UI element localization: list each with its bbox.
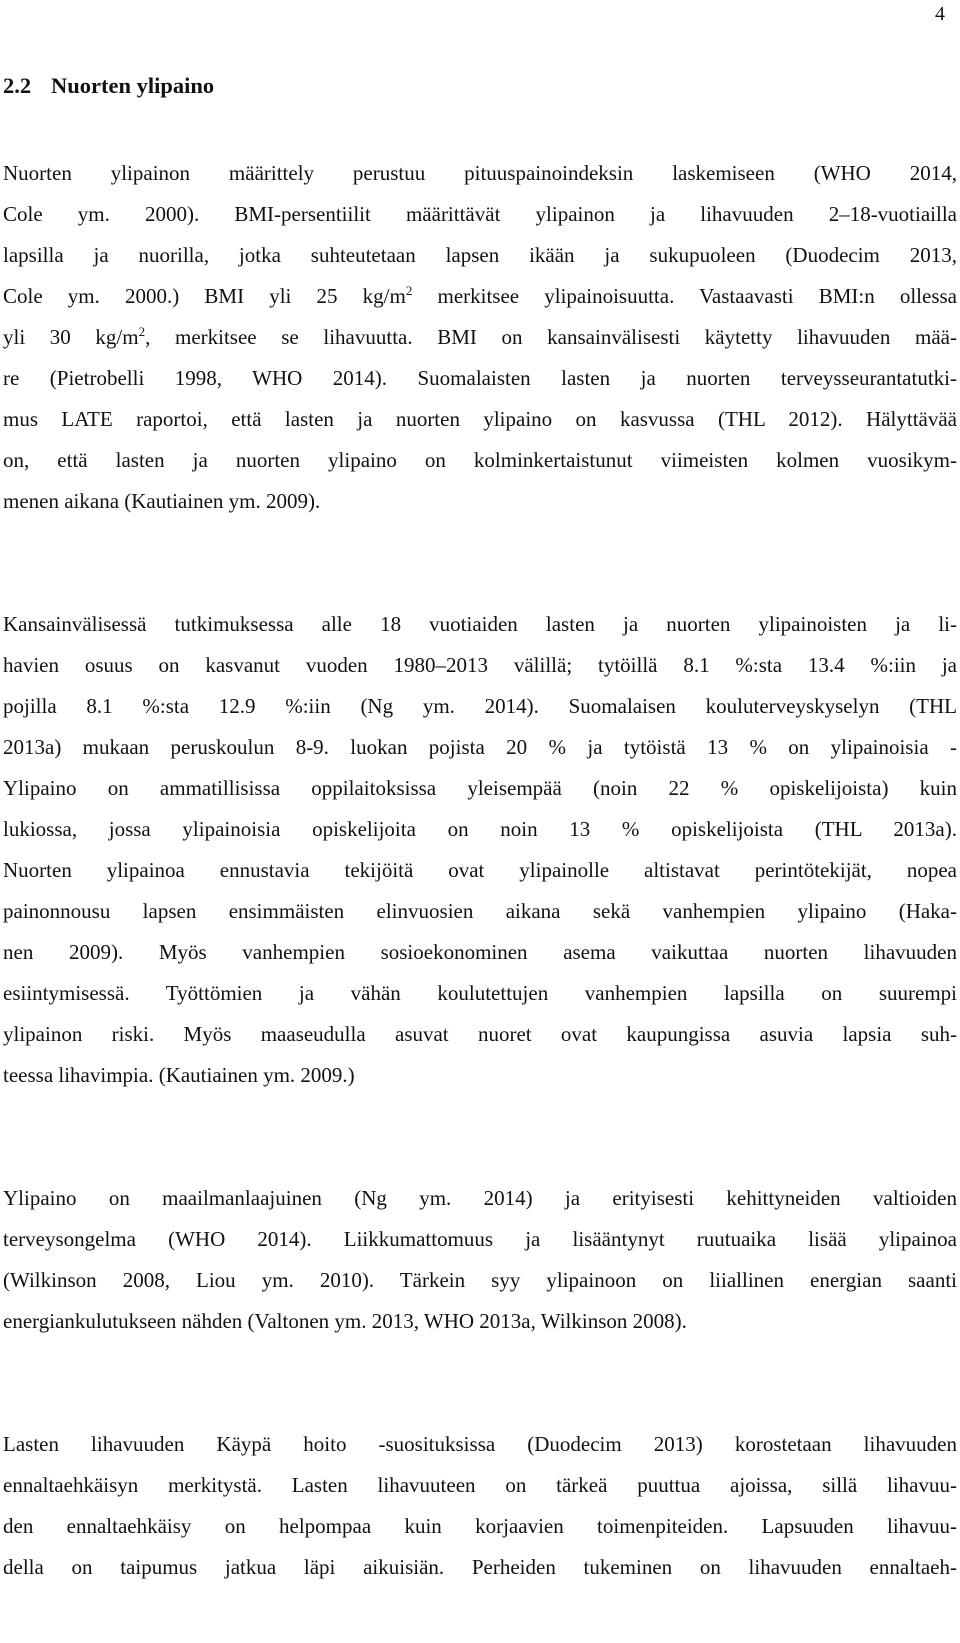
paragraph-line: den ennaltaehkäisy on helpompaa kuin korjaavien toimenpiteiden. Lapsuuden lihavuu- [3,1514,957,1538]
paragraph-line: teessa lihavimpia. (Kautiainen ym. 2009.) [3,1063,355,1087]
paragraph-2 [3,604,957,1096]
paragraph-line: re (Pietrobelli 1998, WHO 2014). Suomalaisten lasten ja nuorten terveysseurantatutki- [3,366,957,390]
paragraph-3 [3,1178,957,1342]
paragraph-line: energiankulutukseen nähden (Valtonen ym. 2013, WHO 2013a, Wilkinson 2008). [3,1309,687,1333]
paragraph-1 [3,153,957,522]
paragraph-line: menen aikana (Kautiainen ym. 2009). [3,489,321,513]
paragraph-line: Lasten lihavuuden Käypä hoito -suosituksissa (Duodecim 2013) korostetaan lihavuuden [3,1432,957,1456]
paragraph-line: Nuorten ylipainoa ennustavia tekijöitä ovat ylipainolle altistavat perintötekijät, nopea [3,858,957,882]
superscript: 2 [405,283,413,298]
paragraph-line: 2013a) mukaan peruskoulun 8-9. luokan pojista 20 % ja tytöistä 13 % on ylipainoisia - [3,735,957,759]
paragraph-line: mus LATE raportoi, että lasten ja nuorten ylipaino on kasvussa (THL 2012). Hälyttävää [3,407,957,431]
paragraph-line: pojilla 8.1 %:sta 12.9 %:iin (Ng ym. 2014). Suomalaisen kouluterveyskyselyn (THL [3,694,957,718]
paragraph-line: on, että lasten ja nuorten ylipaino on kolminkertaistunut viimeisten kolmen vuosikym- [3,448,957,472]
paragraph-line: Cole ym. 2000). BMI-persentiilit määrittävät ylipainon ja lihavuuden 2–18-vuotiailla [3,202,957,226]
paragraph-line: Nuorten ylipainon määrittely perustuu pituuspainoindeksin laskemiseen (WHO 2014, [3,161,957,185]
paragraph-line: Kansainvälisessä tutkimuksessa alle 18 vuotiaiden lasten ja nuorten ylipainoisten ja li- [3,612,957,636]
line-text: Cole ym. 2000.) BMI yli 25 kg/m [3,284,406,308]
line-text: , merkitsee se lihavuutta. BMI on kansainvälisesti käytetty lihavuuden mää- [145,325,957,349]
paragraph-line: terveysongelma (WHO 2014). Liikkumattomuus ja lisääntynyt ruutuaika lisää ylipainoa [3,1227,957,1251]
paragraph-line [3,276,957,317]
paragraph-line: painonnousu lapsen ensimmäisten elinvuosien aikana sekä vanhempien ylipaino (Haka- [3,899,957,923]
paragraph-line: esiintymisessä. Työttömien ja vähän koulutettujen vanhempien lapsilla on suurempi [3,981,957,1005]
paragraph-line: nen 2009). Myös vanhempien sosioekonominen asema vaikuttaa nuorten lihavuuden [3,940,957,964]
section-title: Nuorten ylipaino [51,73,215,98]
section-number: 2.2 [3,73,32,98]
line-text: merkitsee ylipainoisuutta. Vastaavasti BMI:n ollessa [412,284,957,308]
paragraph-line: della on taipumus jatkua läpi aikuisiän. Perheiden tukeminen on lihavuuden ennaltaeh- [3,1555,957,1579]
paragraph-line: ylipainon riski. Myös maaseudulla asuvat nuoret ovat kaupungissa asuvia lapsia suh- [3,1022,957,1046]
paragraph-line: lukiossa, jossa ylipainoisia opiskelijoita on noin 13 % opiskelijoista (THL 2013a). [3,817,957,841]
paragraph-line [3,317,957,358]
page-number: 4 [935,3,945,25]
paragraph-line: (Wilkinson 2008, Liou ym. 2010). Tärkein syy ylipainoon on liiallinen energian saanti [3,1268,957,1292]
paragraph-line: lapsilla ja nuorilla, jotka suhteutetaan lapsen ikään ja sukupuoleen (Duodecim 2013, [3,243,957,267]
section-heading [3,72,214,100]
paragraph-line: Ylipaino on ammatillisissa oppilaitoksissa yleisempää (noin 22 % opiskelijoista) kuin [3,776,957,800]
paragraph-line: Ylipaino on maailmanlaajuinen (Ng ym. 2014) ja erityisesti kehittyneiden valtioiden [3,1186,957,1210]
paragraph-line: havien osuus on kasvanut vuoden 1980–2013 välillä; tytöillä 8.1 %:sta 13.4 %:iin ja [3,653,957,677]
line-text: yli 30 kg/m [3,325,139,349]
paragraph-4 [3,1424,957,1588]
paragraph-line: ennaltaehkäisyn merkitystä. Lasten lihavuuteen on tärkeä puuttua ajoissa, sillä lihavuu- [3,1473,957,1497]
superscript: 2 [138,324,146,339]
